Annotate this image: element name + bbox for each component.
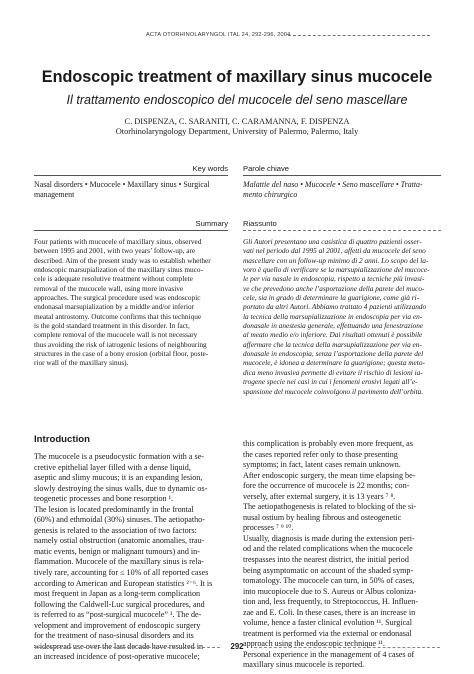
parole-chiave-rule: [243, 175, 441, 176]
body-line: the cases reported refer only to those presenting: [243, 449, 398, 459]
body-line: slowly destroying the sinus walls, due to dynamic os-: [34, 483, 208, 493]
riassunto-line: cele, sia in grado di determinare la guarigione, come già ri-: [243, 293, 420, 303]
body-line: (60%) and ethmoidal (30%) sinuses. The aetiopatho-: [34, 515, 205, 525]
summary-label: Summary: [195, 219, 228, 228]
keywords-en-line: Nasal disorders • Mucocele • Maxillary sinus • Surgical: [34, 180, 210, 189]
introduction-right-column: [243, 439, 441, 671]
riassunto-rule: [243, 230, 441, 231]
article-title: Endoscopic treatment of maxillary sinus mucocele: [41, 68, 433, 86]
body-line: nusal ostium by healing fibrous and osteogenetic: [243, 512, 402, 522]
riassunto-line: donasale in anestesia generale, effettuando una fenestrazione: [243, 321, 424, 331]
body-line: The lesion is located predominantly in the frontal: [34, 504, 194, 514]
riassunto-line: mascellare con un follow-up minimo di 2 anni. Lo scopo del la-: [243, 255, 429, 265]
page-number: 292: [230, 642, 244, 651]
body-line: namely ostial obstruction (anatomic anomalies, trau-: [34, 536, 205, 546]
summary-line: rior wall of the maxillary sinus).: [34, 358, 129, 368]
body-line: according to American and European statistics ²⁻⁶. It is: [34, 578, 213, 588]
summary-line: approaches. The surgical procedure used was endoscopic: [34, 293, 201, 303]
summary-line: between 1995 and 2001, with two years’ follow-up, are: [34, 246, 196, 256]
running-head: ACTA OTORHINOLARYNGOL ITAL 24, 292-296, 2004: [146, 32, 291, 38]
summary-line: endonasal marsupialization by a middle and/or inferior: [34, 302, 195, 312]
body-line: versely, after external surgery, it is 13 years ⁷ ⁸.: [243, 491, 396, 501]
body-line: volume, hence a faster clinical evolution ¹¹. Surgical: [243, 618, 412, 628]
keywords-en-line: management: [34, 190, 75, 200]
article-authors: C. DISPENZA, C. SARANITI, C. CARAMANNA, F. DISPENZA: [124, 117, 350, 126]
body-line: zae and E. Coli. In these cases, there is an increase in: [243, 607, 416, 617]
body-line: velopment and improvement of endoscopic surgery: [34, 620, 201, 630]
article-subtitle: Il trattamento endoscopico del mucocele del seno mascellare: [66, 93, 408, 107]
footer-rule-right: [254, 647, 440, 648]
riassunto-line: portato da altri Autori. Abbiamo trattato 4 pazienti utilizzando: [243, 302, 427, 312]
riassunto-line: mucocele, è idonea a determinare la guarigione; questa meto-: [243, 358, 425, 368]
body-line: is referred to as “post-surgical mucocele” ¹. The de-: [34, 610, 202, 620]
body-line: tion and, less frequently, to Streptococcus, H. Influen-: [243, 597, 419, 607]
body-line: cretive epithelial layer filled with a dense liquid,: [34, 462, 191, 472]
summary-line: Four patients with mucocele of maxillary sinus, observed: [34, 237, 202, 246]
summary-line: is the gold standard treatment in this disorder. In fact,: [34, 321, 190, 331]
riassunto-line: la tecnica della marsupializzazione in endoscopia per via en-: [243, 311, 423, 321]
riassunto-line: voro è quello di verificare se la marsupializzazione del mucoce-: [243, 265, 430, 275]
body-line: matic events, benign or malignant tumours) and in-: [34, 546, 200, 556]
introduction-left-column: [34, 452, 228, 663]
summary-line: cele is adequate resolutive treatment without complete: [34, 274, 193, 284]
body-line: Personal experience in the management of 4 cases of: [243, 649, 415, 659]
keywords-it-line: Malattie del naso • Mucocele • Seno mascellare • Tratta-: [243, 180, 423, 189]
body-line: trespasses into the nearest district, the initial period: [243, 555, 409, 565]
body-line: following the Caldwell-Luc surgical procedures, and: [34, 599, 205, 609]
body-line: treatment is performed via the external or endonasal: [243, 628, 412, 638]
summary-text: [34, 237, 228, 368]
body-line: fore the occurrence of mucocele is 22 months; con-: [243, 481, 410, 491]
body-line: processes ⁷ ⁹ ¹⁰.: [243, 523, 294, 533]
body-line: this complication is probably even more frequent, as: [243, 439, 413, 448]
keywords-it-line: mento chirurgico: [243, 190, 298, 200]
riassunto-line: trogene specie nei casi in cui i fenomeni erosivi legati all’e-: [243, 377, 418, 387]
summary-line: thus avoiding the risk of iatrogenic lesions of neighbouring: [34, 339, 207, 349]
riassunto-line: le per via nasale in endoscopia, rispetto a tecniche più invasi-: [243, 274, 425, 284]
summary-line: complete removal of the mucocele wall is not necessary: [34, 330, 198, 340]
article-affiliation: Otorhinolaryngology Department, University of Palermo, Palermo, Italy: [115, 127, 359, 136]
riassunto-line: al meato medio e/o inferiore. Dai risultati ottenuti è possibile: [243, 330, 423, 340]
summary-line: endoscopic marsupialization of the maxillary sinus muco-: [34, 265, 204, 275]
riassunto-line: spansione del mucocele coinvolgono il pavimento dell’orbita.: [243, 386, 424, 396]
riassunto-line: dica meno invasiva permette di evitare il rischio di lesioni ia-: [243, 367, 423, 377]
key-words-label: Key words: [192, 164, 228, 173]
summary-line: removal of the mucocele wall, using more invasive: [34, 283, 184, 293]
body-line: most frequent in Japan as a long-term complication: [34, 589, 201, 599]
body-line: into mucopiocele due to S. Aureus or Albus coloniza-: [243, 586, 417, 596]
body-line: tively rare, accounting for ≤ 10% of all reported cases: [34, 568, 209, 578]
summary-line: meatal antrostomy. Outcome confirms that this technique: [34, 311, 202, 321]
body-line: maxillary sinus mucocele is reported.: [243, 660, 365, 670]
body-line: widespread use over the last decade have resulted in: [34, 641, 204, 651]
body-line: tomatology. The mucocele can turn, in 50% of cases,: [243, 576, 415, 586]
introduction-heading: Introduction: [34, 434, 90, 445]
body-line: teogenetic processes and bone resorption ¹.: [34, 494, 174, 504]
riassunto-line: vati nel periodo dal 1995 al 2001, affetti da mucocele del seno: [243, 246, 426, 256]
body-line: The aetiopathogenesis is related to blocking of the si-: [243, 502, 417, 512]
body-line: approach using the endoscopic technique ¹¹.: [243, 639, 385, 649]
body-line: aseptic and slimy mucous; it is an expanding lesion,: [34, 473, 203, 483]
body-line: od and the related complications when the mucocele: [243, 544, 413, 554]
body-line: for the treatment of naso-sinusal disorders and its: [34, 631, 194, 641]
riassunto-line: Gli Autori presentano una casistica di quattro pazienti osser-: [243, 237, 422, 246]
riassunto-line: ve che prevedono anche l’asportazione della parete del muco-: [243, 283, 425, 293]
summary-rule: [34, 230, 228, 231]
riassunto-label: Riassunto: [243, 219, 277, 228]
summary-line: described. Aim of the present study was to establish whether: [34, 255, 211, 265]
body-line: genesis is related to the association of two factors:: [34, 525, 197, 535]
body-line: Usually, diagnosis is made during the extension peri-: [243, 533, 415, 543]
body-line: flammation. Mucocele of the maxillary sinus is rela-: [34, 557, 204, 567]
body-line: symptoms; in fact, latent cases remain unknown.: [243, 460, 401, 470]
keywords-it: [243, 180, 441, 201]
body-line: an increased incidence of post-operative mucocele;: [34, 652, 200, 662]
body-line: After endoscopic surgery, the mean time elapsing be-: [243, 470, 416, 480]
keywords-en: [34, 180, 228, 201]
riassunto-line: donasale in endoscopia, senza l’asportazione della parete del: [243, 349, 424, 359]
body-line: being asymptomatic on account of the shaded symp-: [243, 565, 414, 575]
body-line: The mucocele is a pseudocystic formation with a se-: [34, 452, 204, 461]
running-head-rule: [288, 35, 430, 36]
riassunto-text: [243, 237, 441, 396]
parole-chiave-label: Parole chiave: [243, 164, 290, 173]
riassunto-line: affermare che la tecnica della marsupializzazione per via en-: [243, 339, 422, 349]
summary-line: structures in the case of a bony erosion (orbital floor, poste-: [34, 349, 209, 359]
key-words-rule: [34, 175, 228, 176]
